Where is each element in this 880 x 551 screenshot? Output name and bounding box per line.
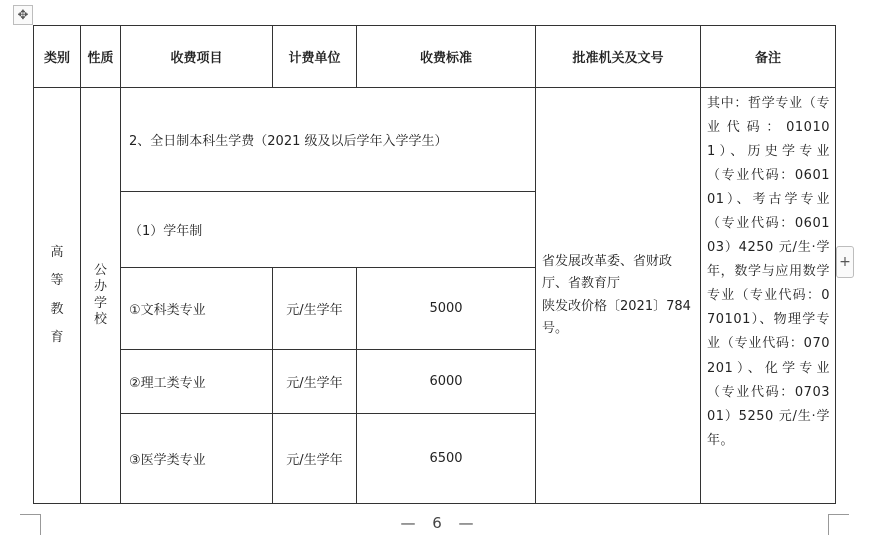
- fee-table: [33, 25, 836, 504]
- section-title: 2、全日制本科生学费（2021 级及以后学年入学学生）: [121, 88, 536, 192]
- row-item: ②理工类专业: [121, 350, 273, 414]
- category-cell: [34, 88, 81, 504]
- row-standard: 6000: [357, 350, 536, 414]
- header-remarks: 备注: [701, 26, 836, 88]
- page-number: — 6 —: [400, 514, 480, 532]
- category-char: 育: [50, 329, 64, 345]
- approval-cell: [536, 88, 701, 504]
- header-item: 收费项目: [121, 26, 273, 88]
- header-unit: 计费单位: [273, 26, 357, 88]
- approval-agencies: 省发展改革委、省财政厅、省教育厅: [542, 254, 673, 292]
- add-row-icon[interactable]: +: [836, 246, 854, 278]
- category-char: 高: [50, 245, 64, 260]
- row-standard: 5000: [357, 268, 536, 350]
- row-item: ③医学类专业: [121, 414, 273, 504]
- subsection-title: （1）学年制: [121, 192, 536, 268]
- row-unit: 元/生学年: [273, 350, 357, 414]
- category-char: 等: [50, 273, 64, 289]
- nature-char: 校: [93, 311, 107, 327]
- table-move-handle-icon[interactable]: ✥: [13, 5, 33, 25]
- nature-char: 办: [93, 279, 107, 295]
- header-standard: 收费标准: [357, 26, 536, 88]
- approval-doc-number: 陕发改价格〔2021〕784 号。: [542, 298, 691, 336]
- header-nature: 性质: [81, 26, 121, 88]
- header-category: 类别: [34, 26, 81, 88]
- row-item: ①文科类专业: [121, 268, 273, 350]
- category-char: 教: [50, 301, 64, 317]
- nature-cell: [81, 88, 121, 504]
- row-unit: 元/生学年: [273, 414, 357, 504]
- header-row: [34, 26, 836, 88]
- nature-char: 公: [93, 263, 107, 278]
- row-unit: 元/生学年: [273, 268, 357, 350]
- remarks-cell: 其中：哲学专业（专业代码：010101）、历史学专业（专业代码：060101）、考古学专业（专业代码：060103）4250 元/生·学年，数学与应用数学专业（专业代码：070101）、物理学专业（专业代码：070201）、化学专业（专业代码：070301）5250 元/生·学年。: [701, 88, 836, 504]
- nature-char: 学: [93, 295, 107, 311]
- row-standard: 6500: [357, 414, 536, 504]
- header-approval: 批准机关及文号: [536, 26, 701, 88]
